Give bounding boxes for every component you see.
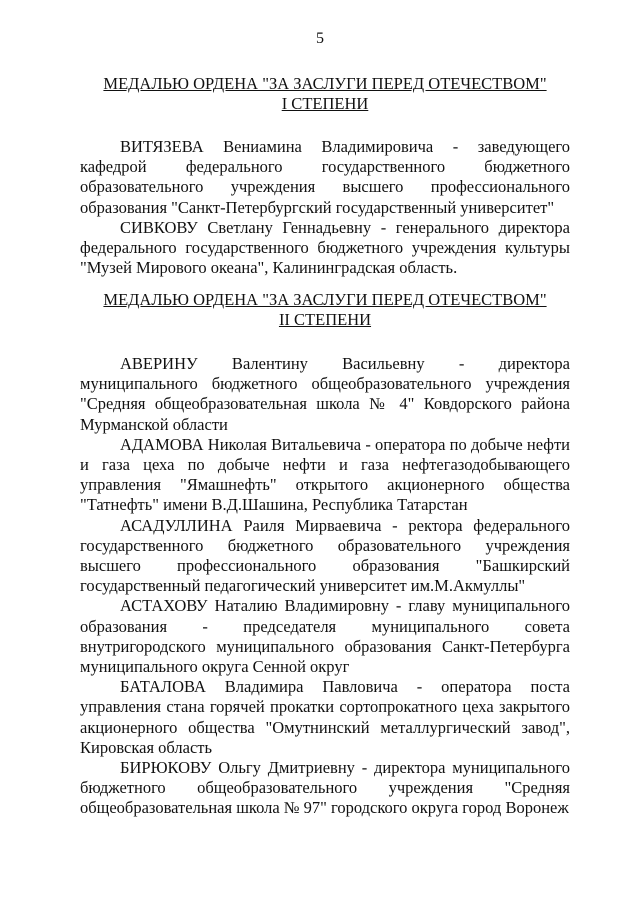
recipient-entry: АВЕРИНУ Валентину Васильевну - директора муниципального бюджетного общеобразовательного учреждения "Средняя общеобразовательная школа № 4" Ковдорского района Мурманской области bbox=[80, 354, 570, 434]
section-heading-line: МЕДАЛЬЮ ОРДЕНА "ЗА ЗАСЛУГИ ПЕРЕД ОТЕЧЕСТВОМ" bbox=[103, 290, 547, 309]
award-section-degree-2 bbox=[80, 290, 570, 819]
recipient-list bbox=[80, 354, 570, 819]
recipient-entry: АСТАХОВУ Наталию Владимировну - главу муниципального образования - председателя муниципального совета внутригородского муниципального образования Санкт-Петербурга муниципального округа Сенной округ bbox=[80, 596, 570, 677]
recipient-entry: ВИТЯЗЕВА Вениамина Владимировича - заведующего кафедрой федерального государственного бюджетного образовательного учреждения высшего профессионального образования "Санкт-Петербургский государственный университет" bbox=[80, 137, 570, 217]
award-section-degree-1 bbox=[80, 74, 570, 278]
section-heading bbox=[80, 74, 570, 114]
section-heading-degree: II СТЕПЕНИ bbox=[278, 310, 372, 329]
recipient-entry: СИВКОВУ Светлану Геннадьевну - генерального директора федерального государственного бюджетного учреждения культуры "Музей Мирового океана", Калининградская область. bbox=[80, 217, 570, 278]
page-number: 5 bbox=[316, 30, 324, 47]
recipient-entry: БИРЮКОВУ Ольгу Дмитриевну - директора муниципального бюджетного общеобразовательного учреждения "Средняя общеобразовательная школа № 97" городского округа город Воронеж bbox=[80, 758, 570, 818]
section-heading bbox=[80, 290, 570, 330]
recipient-list bbox=[80, 137, 570, 278]
recipient-entry: АСАДУЛЛИНА Раиля Мирваевича - ректора федерального государственного бюджетного образовательного учреждения высшего профессионального образования "Башкирский государственный педагогический университет им.М.Акмуллы" bbox=[80, 515, 570, 596]
recipient-entry: АДАМОВА Николая Витальевича - оператора по добыче нефти и газа цеха по добыче нефти и газа нефтегазодобывающего управления "Ямашнефть" открытого акционерного общества "Татнефть" имени В.Д.Шашина, Республика Татарстан bbox=[80, 434, 570, 515]
section-heading-degree: I СТЕПЕНИ bbox=[281, 94, 369, 113]
section-heading-line: МЕДАЛЬЮ ОРДЕНА "ЗА ЗАСЛУГИ ПЕРЕД ОТЕЧЕСТВОМ" bbox=[103, 74, 547, 93]
recipient-entry: БАТАЛОВА Владимира Павловича - оператора поста управления стана горячей прокатки сортопрокатного цеха закрытого акционерного общества "Омутнинский металлургический завод", Кировская область bbox=[80, 677, 570, 757]
